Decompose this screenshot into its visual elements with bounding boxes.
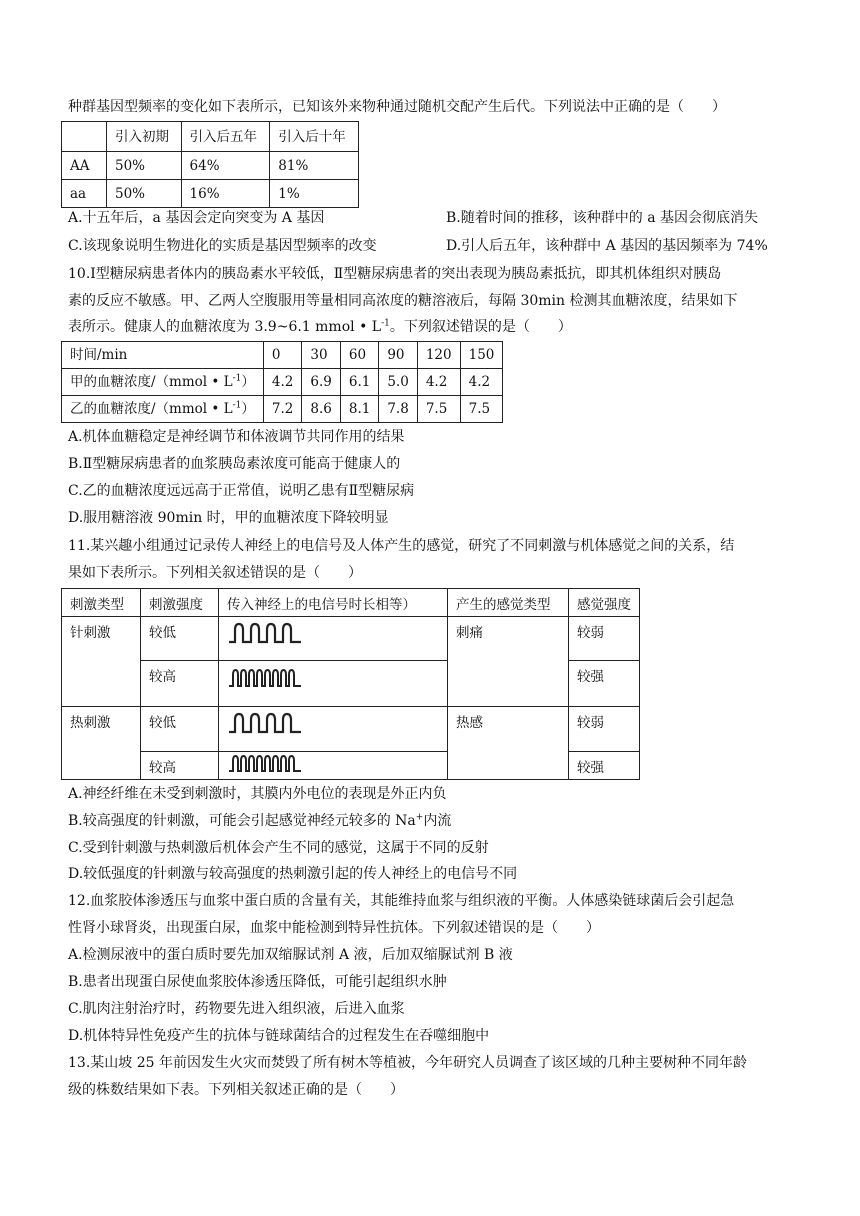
table-header-row (62, 589, 640, 617)
signal-cell (219, 661, 448, 707)
table-cell: 7.5 (460, 396, 503, 423)
table-cell: 较高 (141, 661, 219, 707)
q12-option-c: C.肌肉注射治疗时，药物要先进入组织液，后进入血浆 (68, 1001, 405, 1017)
q10-option-d: D.服用糖溶液 90min 时，甲的血糖浓度下降较明显 (68, 510, 389, 526)
q11-stimulus-table (61, 588, 640, 780)
table-cell: 较弱 (569, 707, 640, 752)
q12-option-b: B.患者出现蛋白尿使血浆胶体渗透压降低，可能引起组织水肿 (68, 974, 447, 990)
table-cell: 时间/min (62, 342, 264, 369)
table-cell: 8.1 (340, 396, 378, 423)
q11-stem-line-1: 11.某兴趣小组通过记录传人神经上的电信号及人体产生的感觉，研究了不同刺激与机体感觉之间的关系，结 (68, 538, 735, 554)
table-cell: 较强 (569, 752, 640, 780)
table-cell: 120 (417, 342, 460, 369)
table-cell: 刺痛 (448, 617, 569, 707)
table-cell: 7.5 (417, 396, 460, 423)
q10-stem-text: 表所示。健康人的血糖浓度为 3.9~6.1 mmol • L (68, 319, 382, 335)
q9-option-b: B.随着时间的推移，该种群中的 a 基因会彻底消失 (446, 210, 758, 226)
table-cell: 0 (263, 342, 301, 369)
table-cell: 30 (302, 342, 340, 369)
electrical-signal-waveform (227, 711, 311, 735)
electrical-signal-waveform (227, 621, 311, 645)
q11-option-a: A.神经纤维在未受到刺激时，其膜内外电位的表现是外正内负 (68, 786, 447, 802)
table-cell: 较低 (141, 617, 219, 661)
table-cell: 1% (270, 180, 359, 208)
table-row (62, 396, 503, 423)
table-cell (62, 122, 107, 152)
table-cell: 16% (181, 180, 270, 208)
table-cell: 50% (107, 152, 182, 180)
table-header-row (62, 122, 359, 152)
table-cell: 较高 (141, 752, 219, 780)
table-cell: 6.1 (340, 369, 378, 396)
q12-option-d: D.机体特异性免疫产生的抗体与链球菌结合的过程发生在吞噬细胞中 (68, 1028, 490, 1044)
q10-stem-line-3 (68, 317, 572, 337)
table-cell: 60 (340, 342, 378, 369)
table-row (62, 617, 640, 661)
table-cell: 6.9 (302, 369, 340, 396)
q10-blood-glucose-table (61, 341, 503, 423)
q10-stem-line-2: 素的反应不敏感。甲、乙两人空腹服用等量相同高浓度的糖溶液后，每隔 30min 检测其血糖浓度，结果如下 (68, 293, 738, 309)
table-cell: 较弱 (569, 617, 640, 661)
q12-stem-line-2: 性肾小球肾炎，出现蛋白尿，血浆中能检测到特异性抗体。下列叙述错误的是（ ） (68, 920, 600, 936)
q10-stem-line-1: 10.Ⅰ型糖尿病患者体内的胰岛素水平较低，Ⅱ型糖尿病患者的突出表现为胰岛素抵抗，即其机体组织对胰岛 (68, 266, 722, 282)
table-cell: 引入初期 (107, 122, 182, 152)
table-cell: 7.8 (379, 396, 417, 423)
table-row (62, 707, 640, 752)
q10-stem-text-end: 。下列叙述错误的是（ ） (389, 319, 572, 335)
table-cell: 热刺激 (62, 707, 141, 780)
table-cell: 产生的感觉类型 (448, 589, 569, 617)
table-cell: 4.2 (460, 369, 503, 396)
electrical-signal-waveform (227, 754, 311, 774)
q13-stem-line-2: 级的株数结果如下表。下列相关叙述正确的是（ ） (68, 1082, 404, 1098)
table-cell: 针刺激 (62, 617, 141, 707)
q12-stem-line-1: 12.血浆胶体渗透压与血浆中蛋白质的含量有关，其能维持血浆与组织液的平衡。人体感染链球菌后会引起急 (68, 893, 735, 909)
table-cell: 引入后十年 (270, 122, 359, 152)
option-superscript: + (415, 812, 424, 823)
table-cell: 81% (270, 152, 359, 180)
table-row (62, 180, 359, 208)
table-cell: 热感 (448, 707, 569, 780)
table-cell: 刺激类型 (62, 589, 141, 617)
q11-option-d: D.较低强度的针刺激与较高强度的热刺激引起的传人神经上的电信号不同 (68, 866, 518, 882)
q9-option-a: A.十五年后，a 基因会定向突变为 A 基因 (68, 210, 325, 226)
table-cell: 90 (379, 342, 417, 369)
row-label-end: ） (241, 401, 255, 417)
table-cell: 4.2 (417, 369, 460, 396)
signal-cell (219, 707, 448, 752)
option-text-end: 内流 (423, 813, 452, 829)
table-cell: 传入神经上的电信号时长相等） (219, 589, 448, 617)
table-cell: 较强 (569, 661, 640, 707)
signal-cell (219, 752, 448, 780)
table-cell (62, 369, 264, 396)
table-cell (62, 396, 264, 423)
q10-option-b: B.Ⅱ型糖尿病患者的血浆胰岛素浓度可能高于健康人的 (68, 456, 401, 472)
q11-option-c: C.受到针刺激与热刺激后机体会产生不同的感觉，这属于不同的反射 (68, 840, 489, 856)
table-cell: 4.2 (263, 369, 301, 396)
table-cell: 8.6 (302, 396, 340, 423)
q9-option-c: C.该现象说明生物进化的实质是基因型频率的改变 (68, 238, 377, 254)
q11-stem-line-2: 果如下表所示。下列相关叙述错误的是（ ） (68, 565, 362, 581)
table-row (62, 369, 503, 396)
table-cell: 50% (107, 180, 182, 208)
signal-cell (219, 617, 448, 661)
q10-option-c: C.乙的血糖浓度远远高于正常值，说明乙患有Ⅱ型糖尿病 (68, 483, 415, 499)
q9-genotype-table (61, 121, 359, 208)
q10-option-a: A.机体血糖稳定是神经调节和体液调节共同作用的结果 (68, 429, 405, 445)
option-text: B.较高强度的针刺激，可能会引起感觉神经元较多的 Na (68, 813, 416, 829)
table-cell: 150 (460, 342, 503, 369)
table-cell: 感觉强度 (569, 589, 640, 617)
table-cell: 较低 (141, 707, 219, 752)
table-cell: 刺激强度 (141, 589, 219, 617)
q13-stem-line-1: 13.某山坡 25 年前因发生火灾而焚毁了所有树木等植被，今年研究人员调查了该区域的几种主要树种不同年龄 (68, 1055, 747, 1071)
table-header-row (62, 342, 503, 369)
row-label-superscript: -1 (232, 400, 242, 411)
table-cell: 7.2 (263, 396, 301, 423)
q9-intro: 种群基因型频率的变化如下表所示，已知该外来物种通过随机交配产生后代。下列说法中正确的是（ ） (68, 99, 726, 115)
electrical-signal-waveform (227, 667, 311, 689)
q12-option-a: A.检测尿液中的蛋白质时要先加双缩脲试剂 A 液，后加双缩脲试剂 B 液 (68, 947, 513, 963)
table-cell: aa (62, 180, 107, 208)
row-label-end: ） (241, 374, 255, 390)
table-cell: 引入后五年 (181, 122, 270, 152)
table-row (62, 152, 359, 180)
q9-option-d: D.引人后五年，该种群中 A 基因的基因频率为 74% (446, 238, 768, 254)
table-cell: 64% (181, 152, 270, 180)
q11-option-b (68, 811, 451, 831)
table-cell: AA (62, 152, 107, 180)
row-label: 乙的血糖浓度/（mmol • L (70, 401, 233, 417)
row-label: 甲的血糖浓度/（mmol • L (70, 374, 233, 390)
row-label-superscript: -1 (232, 373, 242, 384)
q10-stem-superscript: -1 (381, 318, 390, 329)
table-cell: 5.0 (379, 369, 417, 396)
